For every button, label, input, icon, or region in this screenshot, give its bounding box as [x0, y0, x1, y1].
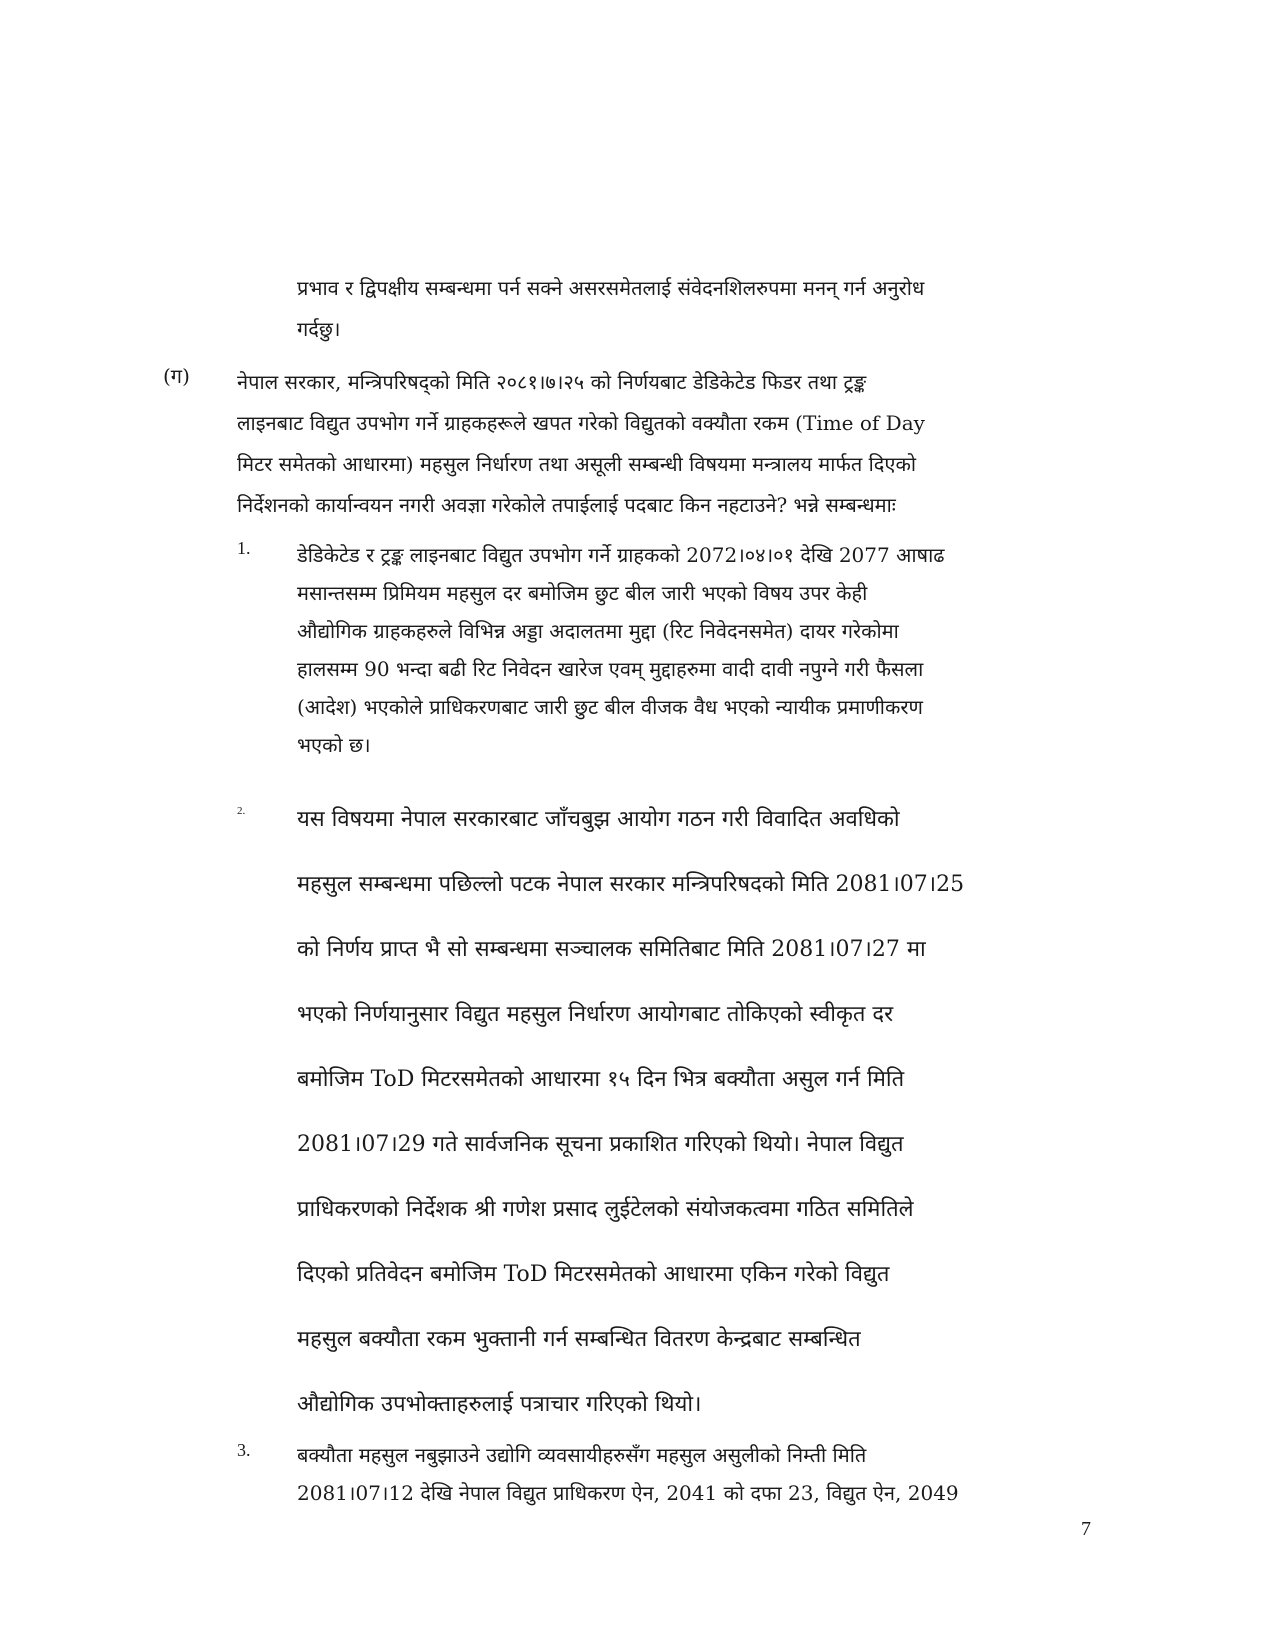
item-3-number: 3.: [237, 1440, 251, 1460]
paragraph-line: बक्यौता महसुल नबुझाउने उद्योगि व्यवसायीहरुसँग महसुल असुलीको निम्ती मिति: [297, 1443, 867, 1467]
paragraph-line: लाइनबाट विद्युत उपभोग गर्ने ग्राहकहरूले खपत गरेको विद्युतको वक्यौता रकम (Time of Day: [237, 411, 925, 435]
paragraph-line: नेपाल सरकार, मन्त्रिपरिषद्को मिति २०८१।७।२५ को निर्णयबाट डेडिकेटेड फिडर तथा ट्रङ्क: [237, 370, 867, 394]
paragraph-line: को निर्णय प्राप्त भै सो सम्बन्धमा सञ्चालक समितिबाट मिति 2081।07।27 मा: [297, 937, 926, 962]
section-ga-label: (ग): [163, 364, 190, 388]
paragraph-line: दिएको प्रतिवेदन बमोजिम ToD मिटरसमेतको आधारमा एकिन गरेको विद्युत: [297, 1262, 890, 1287]
paragraph-line: औद्योगिक ग्राहकहरुले विभिन्न अड्डा अदालतमा मुद्दा (रिट निवेदनसमेत) दायर गरेकोमा: [297, 619, 899, 643]
paragraph-line: भएको छ।: [297, 733, 371, 757]
page-number: 7: [1081, 1518, 1091, 1540]
paragraph-line: महसुल सम्बन्धमा पछिल्लो पटक नेपाल सरकार मन्त्रिपरिषदको मिति 2081।07।25: [297, 872, 965, 897]
paragraph-line: मसान्तसम्म प्रिमियम महसुल दर बमोजिम छुट बील जारी भएको विषय उपर केही: [297, 581, 868, 605]
paragraph-line: बमोजिम ToD मिटरसमेतको आधारमा १५ दिन भित्र बक्यौता असुल गर्न मिति: [297, 1067, 905, 1092]
paragraph-line: प्रभाव र द्विपक्षीय सम्बन्धमा पर्न सक्ने असरसमेतलाई संवेदनशिलरुपमा मनन् गर्न अनुरोध: [297, 276, 925, 300]
paragraph-line: प्राधिकरणको निर्देशक श्री गणेश प्रसाद लुईटेलको संयोजकत्वमा गठित समितिले: [297, 1197, 914, 1222]
paragraph-line: यस विषयमा नेपाल सरकारबाट जाँचबुझ आयोग गठन गरी विवादित अवधिको: [297, 807, 900, 832]
section-ga-paragraph: [237, 362, 1097, 526]
intro-paragraph: [297, 268, 1097, 350]
paragraph-line: डेडिकेटेड र ट्रङ्क लाइनबाट विद्युत उपभोग गर्ने ग्राहकको 2072।०४।०१ देखि 2077 आषाढ: [297, 543, 945, 567]
paragraph-line: गर्दछु।: [297, 317, 341, 341]
paragraph-line: 2081।07।29 गते सार्वजनिक सूचना प्रकाशित गरिएको थियो। नेपाल विद्युत: [297, 1132, 904, 1157]
paragraph-line: (आदेश) भएकोले प्राधिकरणबाट जारी छुट बील वीजक वैध भएको न्यायीक प्रमाणीकरण: [297, 695, 923, 719]
paragraph-line: भएको निर्णयानुसार विद्युत महसुल निर्धारण आयोगबाट तोकिएको स्वीकृत दर: [297, 1002, 894, 1027]
paragraph-line: मिटर समेतको आधारमा) महसुल निर्धारण तथा असूली सम्बन्धी विषयमा मन्त्रालय मार्फत दिएको: [237, 452, 917, 476]
paragraph-line: निर्देशनको कार्यान्वयन नगरी अवज्ञा गरेकोले तपाईलाई पदबाट किन नहटाउने? भन्ने सम्बन्धमाः: [237, 493, 896, 517]
item-3-paragraph: [297, 1436, 1097, 1512]
paragraph-line: महसुल बक्यौता रकम भुक्तानी गर्न सम्बन्धित वितरण केन्द्रबाट सम्बन्धित: [297, 1327, 861, 1352]
item-2-paragraph: [297, 787, 1097, 1437]
item-2-number: 2.: [237, 805, 246, 817]
paragraph-line: 2081।07।12 देखि नेपाल विद्युत प्राधिकरण ऐन, 2041 को दफा 23, विद्युत ऐन, 2049: [297, 1481, 959, 1505]
paragraph-line: हालसम्म 90 भन्दा बढी रिट निवेदन खारेज एवम् मुद्दाहरुमा वादी दावी नपुग्ने गरी फैसला: [297, 657, 924, 681]
item-1-paragraph: [297, 536, 1097, 764]
paragraph-line: औद्योगिक उपभोक्ताहरुलाई पत्राचार गरिएको थियो।: [297, 1392, 702, 1417]
item-1-number: 1.: [237, 538, 251, 558]
